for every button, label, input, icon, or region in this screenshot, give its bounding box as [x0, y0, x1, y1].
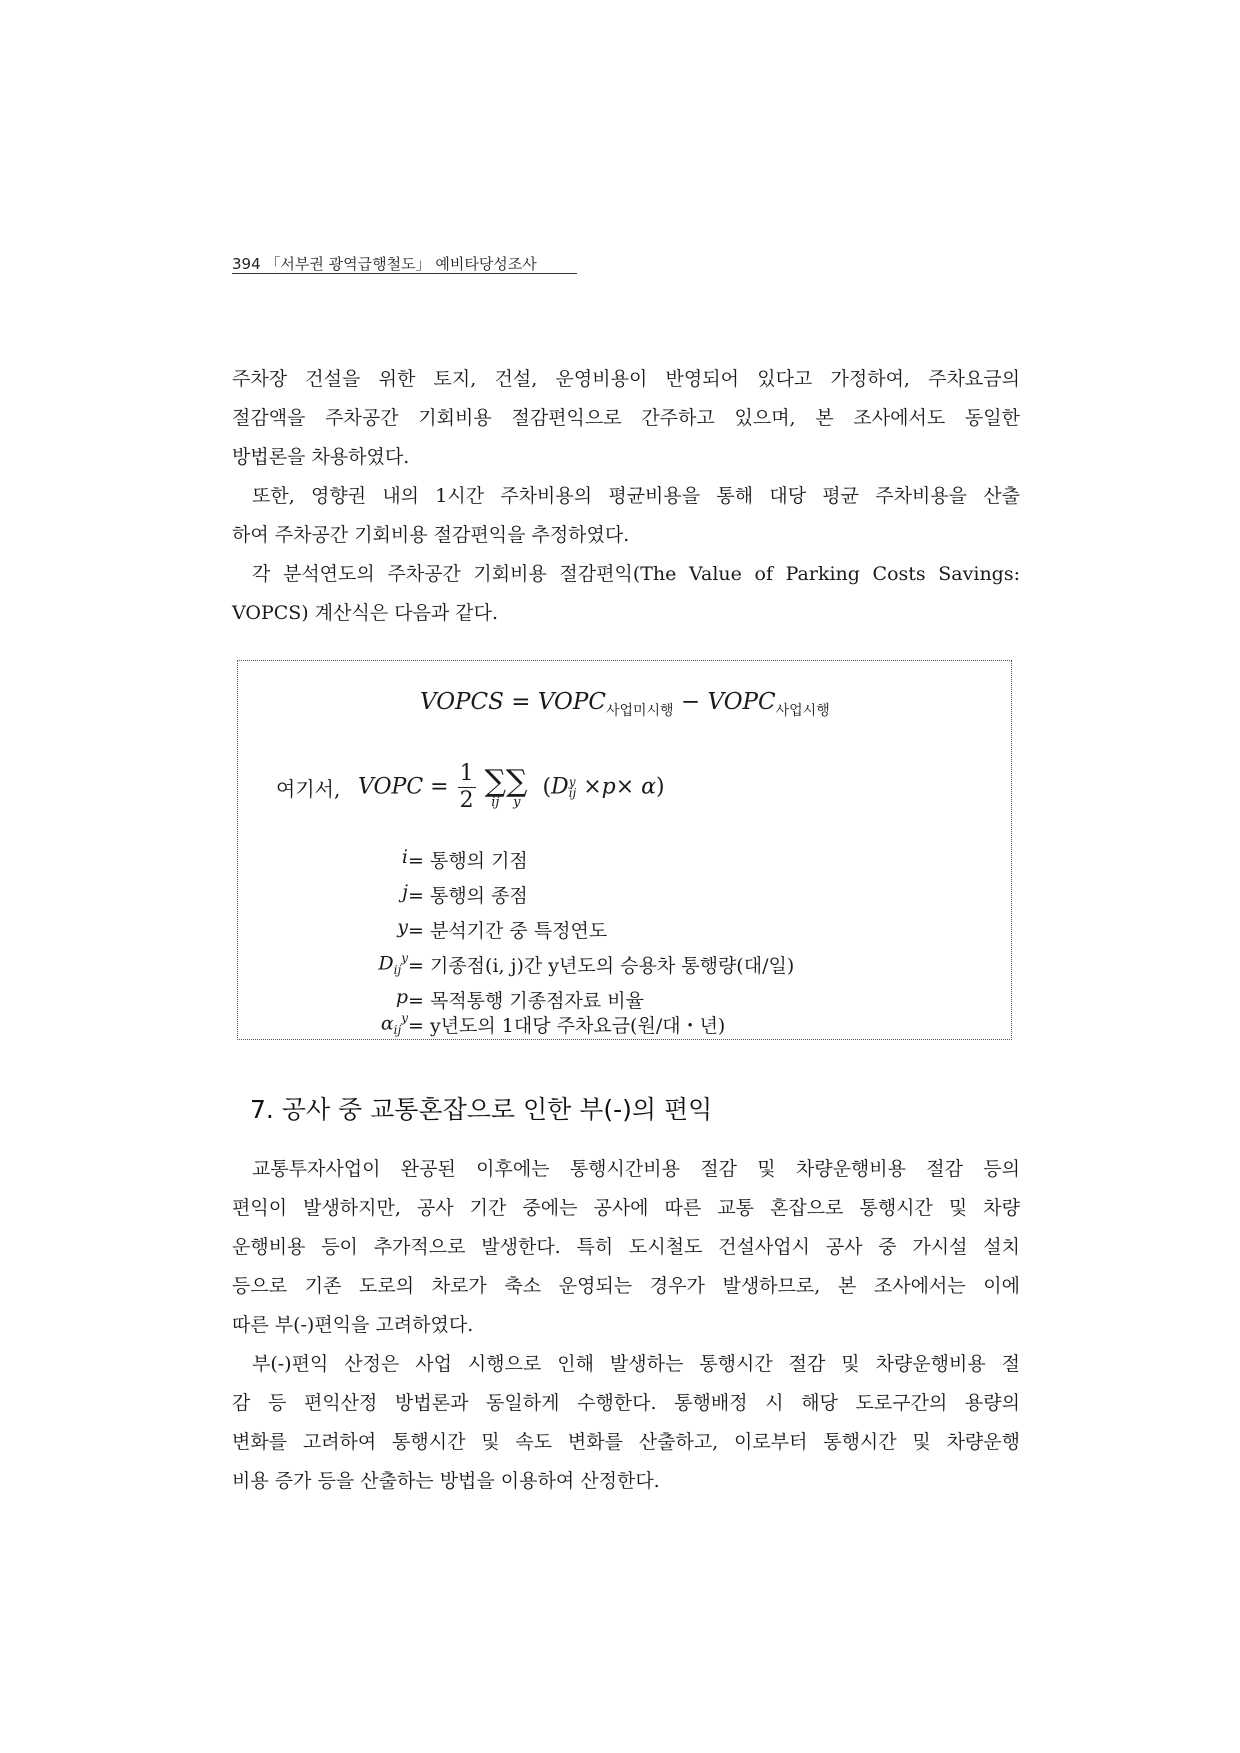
def-text: = y년도의 1대당 주차요금(원/대・년) [408, 1015, 726, 1037]
vopcs-equation [420, 689, 830, 719]
fraction-numerator: 1 [459, 761, 474, 786]
body-rest: ×p× α [576, 774, 657, 800]
formula-box [237, 660, 1012, 1040]
where-label: 여기서, [276, 777, 341, 801]
paragraph-line: 또한, 영향권 내의 1시간 주차비용의 평균비용을 통해 대당 평균 주차비용을 산출 [252, 485, 1020, 507]
def-text: = 통행의 종점 [408, 885, 528, 907]
eq-term2-subscript: 사업시행 [775, 703, 830, 719]
def-symbol: j [402, 881, 408, 903]
def-text: = 목적통행 기종점자료 비율 [408, 990, 644, 1012]
eq-term2: VOPC [707, 689, 776, 715]
paragraph-line: 감 등 편익산정 방법론과 동일하게 수행한다. 통행배정 시 해당 도로구간의 용량의 [232, 1392, 1020, 1414]
paragraph-line: 각 분석연도의 주차공간 기회비용 절감편익(The Value of Parking Costs Savings: [252, 563, 1020, 585]
header-underline [232, 273, 577, 274]
fraction-denominator: 2 [459, 788, 474, 813]
sum-ij [484, 763, 507, 810]
def-text: = 분석기간 중 특정연도 [408, 920, 608, 942]
def-symbol: p [395, 986, 408, 1008]
body-d: D [551, 774, 569, 800]
paragraph-line: 따른 부(-)편익을 고려하였다. [232, 1314, 474, 1336]
vopc-lhs: VOPC [358, 774, 424, 800]
eq-equals: = [503, 689, 538, 715]
sum-y [506, 763, 528, 810]
sigma-icon: ∑ [506, 763, 528, 799]
paragraph-line: 비용 증가 등을 산출하는 방법을 이용하여 산정한다. [232, 1470, 660, 1492]
body-d-sup: y [568, 774, 576, 789]
sum-index: y [513, 794, 521, 810]
paragraph-line: 주차장 건설을 위한 토지, 건설, 운영비용이 반영되어 있다고 가정하여, 주차요금의 [232, 368, 1020, 390]
eq-minus: − [673, 689, 708, 715]
running-header: 394 「서부권 광역급행철도」 예비타당성조사 [232, 255, 537, 273]
paragraph-line: 하여 주차공간 기회비용 절감편익을 추정하였다. [232, 524, 630, 546]
eq-lhs: VOPCS [420, 689, 504, 715]
body-close-paren: ) [656, 774, 665, 800]
body-d-sub: ij [568, 785, 577, 800]
paragraph-line: 운행비용 등이 추가적으로 발생한다. 특히 도시철도 건설사업시 공사 중 가시설 설치 [232, 1236, 1020, 1258]
vopc-equation [358, 761, 665, 814]
sigma-icon: ∑ [484, 763, 507, 799]
fraction-half [458, 761, 476, 814]
def-symbol: i [401, 846, 408, 868]
paragraph-line: 절감액을 주차공간 기회비용 절감편익으로 간주하고 있으며, 본 조사에서도 동일한 [232, 407, 1020, 429]
eq-term1: VOPC [537, 689, 606, 715]
sum-index: ij [491, 794, 500, 810]
paragraph-line: 방법론을 차용하였다. [232, 446, 410, 468]
paragraph-line: 등으로 기존 도로의 차로가 축소 운영되는 경우가 발생하므로, 본 조사에서는 이에 [232, 1275, 1020, 1297]
paragraph-line: 교통투자사업이 완공된 이후에는 통행시간비용 절감 및 차량운행비용 절감 등의 [252, 1158, 1020, 1180]
paragraph-line: 변화를 고려하여 통행시간 및 속도 변화를 산출하고, 이로부터 통행시간 및 차량운행 [232, 1431, 1020, 1453]
def-symbol: $D_{ij}^y$ [378, 951, 408, 978]
def-symbol: y [397, 916, 408, 938]
def-text: = 통행의 기점 [408, 850, 528, 872]
def-symbol: $\alpha_{ij}^y$ [380, 1011, 408, 1038]
body-open-paren: ( [542, 774, 552, 800]
paragraph-line: 부(-)편익 산정은 사업 시행으로 인해 발생하는 통행시간 절감 및 차량운행비용 절 [252, 1353, 1020, 1375]
paragraph-line: 편익이 발생하지만, 공사 기간 중에는 공사에 따른 교통 혼잡으로 통행시간 및 차량 [232, 1197, 1020, 1219]
paragraph-line: VOPCS) 계산식은 다음과 같다. [232, 602, 499, 624]
eq-term1-subscript: 사업미시행 [605, 703, 674, 719]
vopc-equals: = [423, 774, 456, 800]
def-text: = 기종점(i, j)간 y년도의 승용차 통행량(대/일) [408, 955, 795, 977]
section-title: 7. 공사 중 교통혼잡으로 인한 부(-)의 편익 [250, 1095, 713, 1124]
